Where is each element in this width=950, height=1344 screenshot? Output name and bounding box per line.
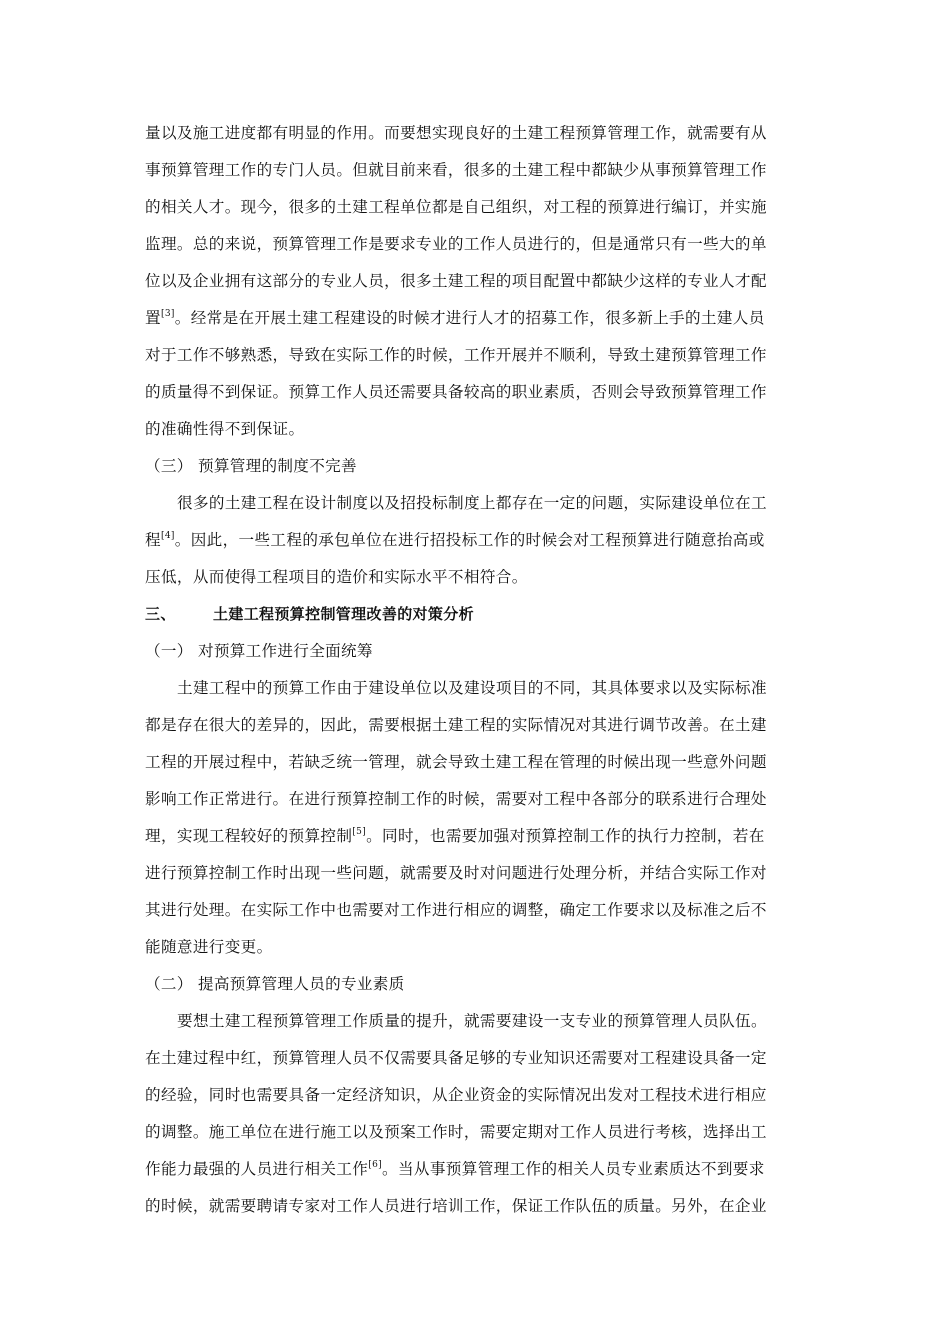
text-line: 的时候，就需要聘请专家对工作人员进行培训工作，保证工作队伍的质量。另外，在企业 (145, 1197, 767, 1215)
text-line: 很多的土建工程在设计制度以及招投标制度上都存在一定的问题，实际建设单位在工 (177, 494, 767, 512)
text-line (145, 300, 807, 337)
subheading-3: （三） 预算管理的制度不完善 (145, 457, 357, 475)
text-line (145, 818, 807, 855)
section-heading (145, 596, 807, 633)
paragraph-3 (145, 670, 807, 966)
text-fragment: 作能力最强的人员进行相关工作 (145, 1160, 369, 1178)
text-line: 事预算管理工作的专门人员。但就目前来看，很多的土建工程中都缺少从事预算管理工作 (145, 161, 767, 179)
text-fragment: 。当从事预算管理工作的相关人员专业素质达不到要求 (382, 1160, 765, 1178)
text-line: 土建工程中的预算工作由于建设单位以及建设项目的不同，其具体要求以及实际标准 (177, 679, 767, 697)
text-line: 监理。总的来说，预算管理工作是要求专业的工作人员进行的，但是通常只有一些大的单 (145, 235, 767, 253)
citation-ref: [3] (160, 309, 175, 319)
text-line: 要想土建工程预算管理工作质量的提升，就需要建设一支专业的预算管理人员队伍。 (177, 1012, 767, 1030)
text-line: 其进行处理。在实际工作中也需要对工作进行相应的调整，确定工作要求以及标准之后不 (145, 901, 767, 919)
citation-ref: [5] (352, 827, 367, 837)
paragraph-2 (145, 485, 807, 596)
text-line: 能随意进行变更。 (145, 938, 273, 956)
citation-ref: [6] (368, 1160, 383, 1170)
citation-ref: [4] (160, 531, 175, 541)
subheading-2: （二） 提高预算管理人员的专业素质 (145, 975, 405, 993)
text-line: 位以及企业拥有这部分的专业人员，很多土建工程的项目配置中都缺少这样的专业人才配 (145, 272, 767, 290)
text-line: 的相关人才。现今，很多的土建工程单位都是自己组织，对工程的预算进行编订，并实施 (145, 198, 767, 216)
text-line: 的质量得不到保证。预算工作人员还需要具备较高的职业素质，否则会导致预算管理工作 (145, 383, 767, 401)
document-page (145, 115, 807, 1225)
text-line: 压低，从而使得工程项目的造价和实际水平不相符合。 (145, 568, 528, 586)
paragraph-1 (145, 115, 807, 448)
text-fragment: 。同时，也需要加强对预算控制工作的执行力控制，若在 (366, 827, 765, 845)
text-line: 在土建过程中红，预算管理人员不仅需要具备足够的专业知识还需要对工程建设具备一定 (145, 1049, 767, 1067)
section-number: 三、 (145, 605, 176, 623)
text-line: 工程的开展过程中，若缺乏统一管理，就会导致土建工程在管理的时候出现一些意外问题 (145, 753, 767, 771)
subheading-1: （一） 对预算工作进行全面统筹 (145, 642, 373, 660)
text-line: 影响工作正常进行。在进行预算控制工作的时候，需要对工程中各部分的联系进行合理处 (145, 790, 767, 808)
text-line: 都是存在很大的差异的，因此，需要根据土建工程的实际情况对其进行调节改善。在土建 (145, 716, 767, 734)
text-fragment: 程 (145, 531, 161, 549)
text-line: 的准确性得不到保证。 (145, 420, 305, 438)
text-fragment: 理，实现工程较好的预算控制 (145, 827, 353, 845)
text-fragment: 。因此，一些工程的承包单位在进行招投标工作的时候会对工程预算进行随意抬高或 (174, 531, 765, 549)
text-fragment: 置 (145, 309, 161, 327)
text-line (145, 522, 807, 559)
text-line: 的调整。施工单位在进行施工以及预案工作时，需要定期对工作人员进行考核，选择出工 (145, 1123, 767, 1141)
text-line: 进行预算控制工作时出现一些问题，就需要及时对问题进行处理分析，并结合实际工作对 (145, 864, 767, 882)
section-title: 土建工程预算控制管理改善的对策分析 (213, 605, 474, 623)
paragraph-4 (145, 1003, 807, 1225)
text-line: 量以及施工进度都有明显的作用。而要想实现良好的土建工程预算管理工作，就需要有从 (145, 124, 767, 142)
text-fragment: 。经常是在开展土建工程建设的时候才进行人才的招募工作，很多新上手的土建人员 (174, 309, 765, 327)
text-line (145, 1151, 807, 1188)
text-line: 的经验，同时也需要具备一定经济知识，从企业资金的实际情况出发对工程技术进行相应 (145, 1086, 767, 1104)
text-line: 对于工作不够熟悉，导致在实际工作的时候，工作开展并不顺利，导致土建预算管理工作 (145, 346, 767, 364)
